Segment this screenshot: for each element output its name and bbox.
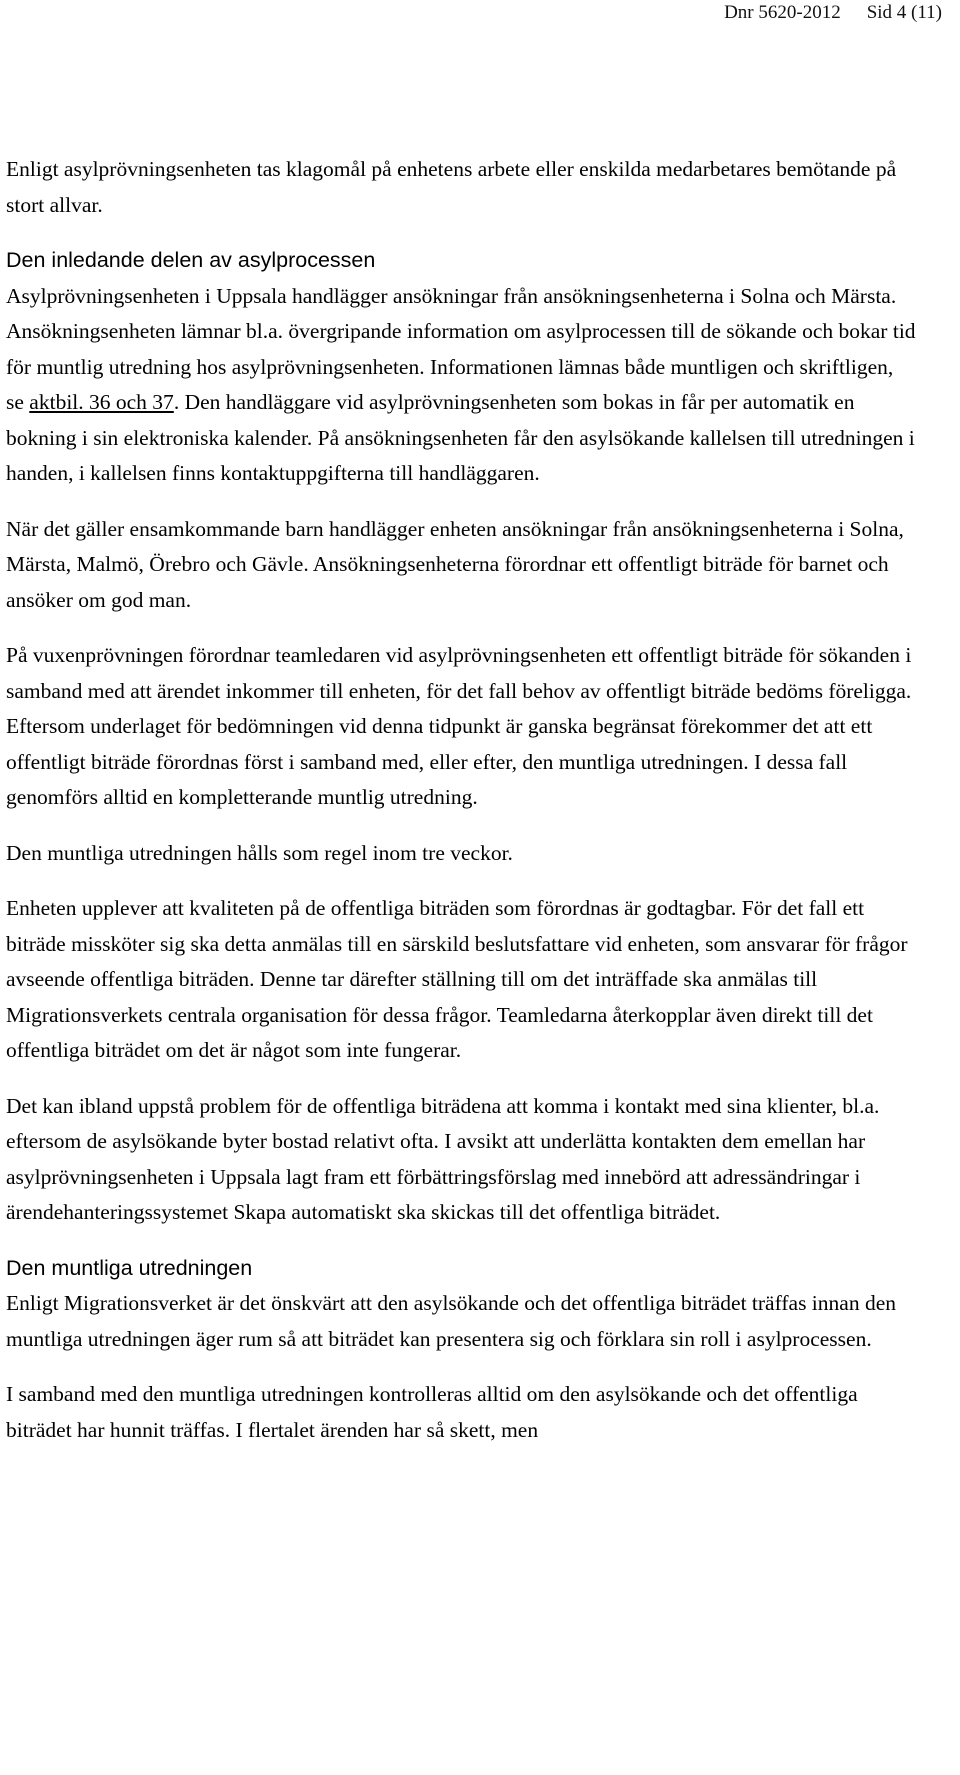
section-heading-oral-investigation: Den muntliga utredningen	[6, 1255, 253, 1280]
document-number: Dnr 5620-2012	[724, 2, 841, 23]
paragraph-text: Asylprövningsenheten i Uppsala handlägger ansökningar från ansökningsenheterna i Solna och Märsta. Ansökningsenheten lämnar bl.a. övergripande information om asylprocessen till de sökande och bokar tid för muntlig utredning hos asylprövningsenheten. Informationen lämnas både muntligen och skriftligen, se	[6, 283, 916, 414]
paragraph-counsel-quality: Enheten upplever att kvaliteten på de offentliga biträden som förordnas är godtagbar. För det fall ett biträde missköter sig ska detta anmälas till en särskild beslutsfattare vid enheten, som ansvarar för frågor avseende offentliga biträden. Denne tar därefter ställning till om det inträffade ska anmälas till Migrationsverkets centrala organisation för dessa frågor. Teamledarna återkopplar även direkt till det offentliga biträdet om det är något som inte fungerar.	[6, 896, 908, 1062]
document-body	[6, 152, 916, 1468]
page-header	[724, 2, 942, 24]
paragraph-unaccompanied-children: När det gäller ensamkommande barn handlägger enheten ansökningar från ansökningsenheterna i Solna, Märsta, Malmö, Örebro och Gävle. Ansökningsenheterna förordnar ett offentligt biträde för barnet och ansöker om god man.	[6, 516, 904, 612]
paragraph-complaints: Enligt asylprövningsenheten tas klagomål på enhetens arbete eller enskilda medarbetares bemötande på stort allvar.	[6, 157, 897, 217]
paragraph-meeting-before: Enligt Migrationsverket är det önskvärt att den asylsökande och det offentliga biträdet träffas innan den muntliga utredningen äger rum så att biträdet kan presentera sig och förklara sin roll i asylprocessen.	[6, 1291, 896, 1351]
paragraph-meeting-check: I samband med den muntliga utredningen kontrolleras alltid om den asylsökande och det offentliga biträdet har hunnit träffas. I flertalet ärenden har så skett, men	[6, 1382, 858, 1442]
paragraph-contact-problems: Det kan ibland uppstå problem för de offentliga biträdena att komma i kontakt med sina klienter, bl.a. eftersom de asylsökande byter bostad relativt ofta. I avsikt att underlätta kontakten dem emellan har asylprövningsenheten i Uppsala lagt fram ett förbättringsförslag med innebörd att adressändringar i ärendehanteringssystemet Skapa automatiskt ska skickas till det offentliga biträdet.	[6, 1093, 880, 1224]
paragraph-text: . Den handläggare vid asylprövningsenheten som bokas in får per automatik en bokning i sin elektroniska kalender. På ansökningsenheten får den asylsökande kallelsen till utredningen i handen, i kallelsen finns kontaktuppgifterna till handläggaren.	[6, 390, 915, 485]
paragraph-uppsala-handling	[6, 279, 916, 492]
section-heading-initial-part: Den inledande delen av asylprocessen	[6, 248, 376, 272]
page-number: Sid 4 (11)	[866, 2, 942, 23]
paragraph-adult-assessment: På vuxenprövningen förordnar teamledaren vid asylprövningsenheten ett offentligt biträde för sökanden i samband med att ärendet inkommer till enheten, för det fall behov av offentligt biträde bedöms föreligga. Eftersom underlaget för bedömningen vid denna tidpunkt är ganska begränsat förekommer det att ett offentligt biträde förordnas först i samband med, eller efter, den muntliga utredningen. I dessa fall genomförs alltid en kompletterande muntlig utredning.	[6, 643, 912, 809]
attachment-reference-link[interactable]: aktbil. 36 och 37	[29, 390, 174, 414]
paragraph-three-weeks: Den muntliga utredningen hålls som regel inom tre veckor.	[6, 840, 513, 865]
